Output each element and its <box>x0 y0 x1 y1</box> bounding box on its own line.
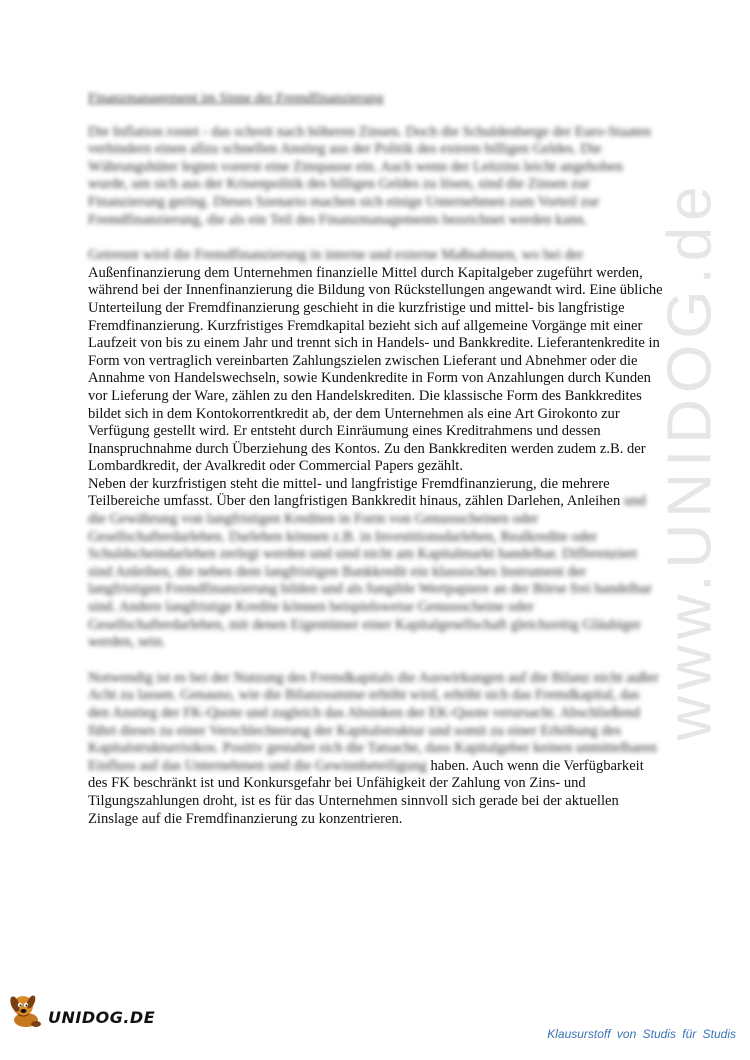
paragraph-conclusion <box>88 670 663 828</box>
paragraph-intro: Die Inflation rostet - das schreit nach höheren Zinsen. Doch die Schuldenberge der Euro-Staaten verhindern einen allzu schnellen Anstieg aus der Politik des extrem billigen Geldes. Die Währungshüter legten vorerst eine Zinspause ein. Auch wenn der Leitzins leicht angehoben wurde, um sich aus der Krisenpolitik des billigen Geldes zu lösen, sind die Zinsen zur Finanzierung gering. Dieses Szenario machen sich einige Unternehmen zum Vorteil zur Fremdfinanzierung, die als ein Teil des Finanzmanagements bezeichnet werden kann. <box>88 123 652 228</box>
watermark-text: www.UNIDOG.de <box>655 179 725 741</box>
paragraph-visible-text: Außenfinanzierung dem Unternehmen finanzielle Mittel durch Kapitalgeber zugeführt werden, während bei der Innenfinanzierung die Bildung von Rückstellungen angewandt wird. Eine übliche Unterteilung der Fremdfinanzierung geschieht in die kurzfristige und mittel- bis langfristige Fremdfinanzierung. Kurzfristiges Fremdkapital bezieht sich auf allgemeine Vorgänge mit einer Laufzeit von bis zu einem Jahr und trennt sich in Handels- und Bankkredite. Lieferantenkredite in Form von vertraglich vereinbarten Zahlungszielen zwischen Lieferant und Abnehmer oder die Annahme von Handelswechseln, sowie Kundenkredite in Form von Anzahlungen durch Kunden vor Lieferung der Ware, zählen zu den Handelskrediten. Die klassische Form des Bankkredites bildet sich in dem Kontokorrentkredit ab, der dem Unternehmen als eine Art Girokonto zur Verfügung gestellt wird. Er entsteht durch Einräumung eines Kreditrahmens und dessen Inanspruchnahme durch Überziehung des Kontos. Zu den Bankkrediten werden zudem z.B. der Lombardkredit, der Avalkredit oder Commercial Papers gezählt. <box>88 264 663 475</box>
paragraph-long-term-intro: Neben der kurzfristigen steht die mittel- und langfristige Fremdfinanzierung, die mehrere Teilbereiche umfasst. Über den langfristigen Bankkredit hinaus, zählen Darlehen, Anleihen <box>88 475 621 510</box>
paragraph-conclusion-blurred: Notwendig ist es bei der Nutzung des Fremdkapitals die Auswirkungen auf die Bilanz nicht außer Acht zu lassen. Genauso, wie die Bilanzsumme erhöht wird, erhöht sich das Fremdkapital, das den Anstieg der FK-Quote und zugleich das Absinken der EK-Quote verursacht. Abschließend führt dieses zu einer Verschlechterung der Kapitalstruktur und somit zu einer Erhöhung des Kapitalstrukturrisikos. Positiv gestaltet sich die Tatsache, dass Kapitalgeber keinen unmittelbaren Einfluss auf das Unternehmen und die Gewinnbeteiligung <box>88 669 659 774</box>
paragraph-conclusion-visible: haben. Auch wenn die Verfügbarkeit des FK beschränkt ist und Konkursgefahr bei Unfähigkeit der Zahlung von Zins- und Tilgungszahlungen droht, ist es für das Unternehmen sinnvoll sich gerade bei der aktuellen Zinslage auf die Fremdfinanzierung zu konzentrieren. <box>88 757 644 827</box>
paragraph-financing-types <box>88 247 663 652</box>
document-body <box>88 90 663 828</box>
dog-mascot-icon <box>6 990 46 1030</box>
paragraph-gap <box>88 652 663 670</box>
paragraph-long-term-blurred: und die Gewährung von langfristigen Krediten in Form von Genussscheinen oder Gesellschafterdarlehen. Darlehen können z.B. in Investitionsdarlehen, Realkredite oder Schuldscheindarlehen zerlegt werden und sind nicht am Kapitalmarkt handelbar. Differenziert sind Anleihen, die neben dem langfristigen Bankkredit ein klassisches Instrument der langfristigen Fremdfinanzierung bilden und als fungible Wertpapiere an der Börse frei handelbar sind. Andere langfristige Kredite können beispielsweise Genussscheine oder Gesellschafterdarlehen, mit denen Eigentümer einer Kapitalgesellschaft gleichzeitig Gläubiger werden, sein. <box>88 493 652 651</box>
unidog-logo[interactable] <box>6 990 155 1030</box>
document-title: Finanzmanagement im Sinne der Fremdfinanzierung <box>88 91 384 106</box>
logo-text: UNIDOG.DE <box>48 1008 156 1027</box>
paragraph-gap <box>88 229 663 247</box>
paragraph-blurred-lead: Getrennt wird die Fremdfinanzierung in interne und externe Maßnahmen, wo bei der <box>88 247 584 264</box>
footer-slogan: Klausurstoff von Studis für Studis <box>547 1027 736 1041</box>
